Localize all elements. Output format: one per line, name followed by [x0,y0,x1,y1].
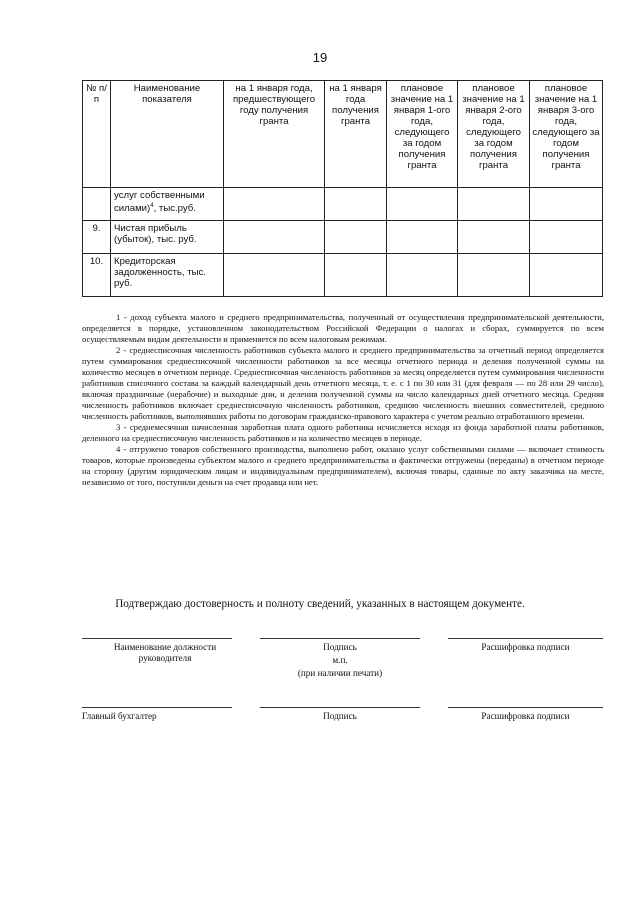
footnote-2: 2 - среднесписочная численность работников субъекта малого и среднего предпринимательства за отчетный период определяется путем суммирования среднесписочной численности работников за все месяцы отчетного периода и деления полученной суммы на количество месяцев в отчетном периоде. Среднесписочная численность работников за месяц определяется путем суммирования численности работников списочного состава за каждый календарный день отчетного месяца, т. е. с 1 по 30 или 31 (для февраля — по 28 или 29 число), включая праздничные (нерабочие) и выходные дни, и деления полученной суммы на число календарных дней отчетного месяца. Средняя численность работников включает среднесписочную численность работников, среднюю численность внешних совместителей, среднюю численность работников, выполнявших работы по договорам гражданско-правового характера с учетом реально отработанного времени. [82,345,604,421]
table-cell[interactable] [458,254,530,297]
footnote-3: 3 - среднемесячная начисленная заработная плата одного работника исчисляется исходя из фонда заработной платы работников, деленного на среднесписочную численность работников и на количество месяцев в периоде. [82,422,604,443]
table-cell[interactable] [458,221,530,254]
stamp-note: (при наличии печати) [297,668,383,678]
table-cell[interactable] [224,188,325,221]
table-row [83,254,603,297]
accountant-decode-line[interactable] [448,707,603,708]
accountant-label: Главный бухгалтер [82,711,157,721]
header-prev-year: на 1 января года, предшествующего году получения гранта [224,81,325,188]
row-num [83,188,111,221]
table-cell[interactable] [224,221,325,254]
head-decode-line[interactable] [448,638,603,639]
table-cell[interactable] [387,188,458,221]
signature-label: Подпись [323,642,357,652]
position-signature-line[interactable] [82,638,232,639]
row-name: Кредиторская задолженность, тыс. руб. [111,254,224,297]
accountant-signature-line[interactable] [260,707,420,708]
head-signature-line[interactable] [260,638,420,639]
table-cell[interactable] [458,188,530,221]
table-cell[interactable] [530,221,603,254]
table-cell[interactable] [325,221,387,254]
table-header-row [83,81,603,188]
header-grant-year: на 1 января года получения гранта [325,81,387,188]
header-name: Наименование показателя [111,81,224,188]
header-plan-year-3: плановое значение на 1 января 3-ого года, следующего за годом получения гранта [530,81,603,188]
position-label: Наименование должности руководителя [113,642,217,663]
table-row [83,188,603,221]
header-plan-year-2: плановое значение на 1 января 2-ого года, следующего за годом получения гранта [458,81,530,188]
accountant-line[interactable] [82,707,232,708]
decode-label: Расшифровка подписи [481,642,570,652]
row-name: Чистая прибыль (убыток), тыс. руб. [111,221,224,254]
stamp-label: м.п. [332,655,348,665]
table-cell[interactable] [387,254,458,297]
table-cell[interactable] [387,221,458,254]
confirmation-statement: Подтверждаю достоверность и полноту сведений, указанных в настоящем документе. [115,598,525,610]
indicators-table [82,80,603,297]
table-cell[interactable] [530,254,603,297]
footnote-4: 4 - отгружено товаров собственного производства, выполнено работ, оказано услуг собственными силами — включает стоимость товаров, которые произведены субъектом малого и среднего предпринимательства и фактически отгружены (переданы) в отчетном периоде на сторону (другим юридическим лицам и индивидуальным предпринимателем), включая товары, сданные по акту заказчика на месте, независимо от того, поступили деньги на счет продавца или нет. [82,444,604,487]
table-row [83,221,603,254]
row-num: 10. [83,254,111,297]
table-cell[interactable] [224,254,325,297]
footnote-1: 1 - доход субъекта малого и среднего предпринимательства, полученный от осуществления предпринимательской деятельности, определяется в порядке, установленном законодательством Российской Федерации о налогах и сборах, суммируется по всем осуществляемым видам деятельности и применяется по всем налоговым режимам. [82,312,604,344]
accountant-decode-label: Расшифровка подписи [481,711,570,721]
header-plan-year-1: плановое значение на 1 января 1-ого года, следующего за годом получения гранта [387,81,458,188]
footnotes [82,312,604,488]
row-name: услуг собственными силами)$^4$, тыс.руб. [111,188,224,221]
page-number: 19 [312,50,328,65]
table-cell[interactable] [325,188,387,221]
row-num: 9. [83,221,111,254]
header-num: № п/п [83,81,111,188]
table-cell[interactable] [325,254,387,297]
accountant-signature-label: Подпись [323,711,357,721]
table-cell[interactable] [530,188,603,221]
